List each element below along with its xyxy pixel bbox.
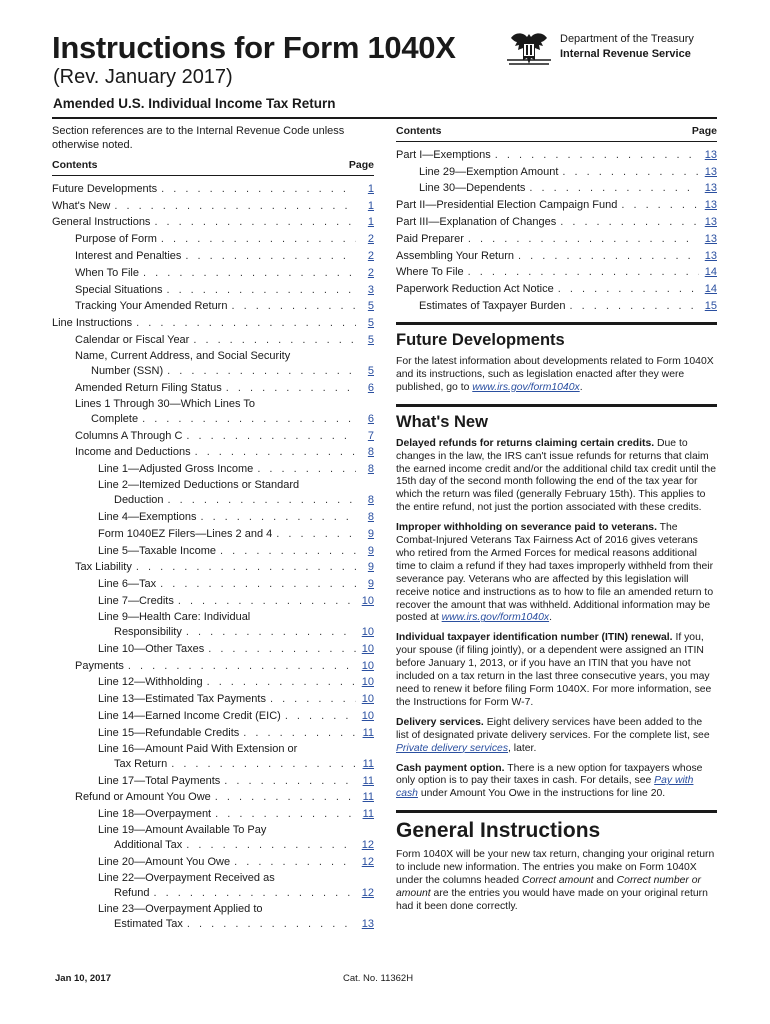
- dot-leader: [560, 216, 699, 229]
- toc-header: [52, 159, 374, 176]
- toc-page-link[interactable]: 8: [367, 463, 374, 476]
- dot-leader: [166, 284, 356, 297]
- toc-entry-label: Columns A Through C: [75, 429, 183, 442]
- toc-page-link[interactable]: 15: [704, 299, 717, 312]
- toc-entry-label: Responsibility: [114, 625, 182, 638]
- toc-entry-label: What's New: [52, 199, 111, 212]
- toc-entry[interactable]: [52, 280, 374, 297]
- toc-page-link[interactable]: 1: [367, 182, 374, 195]
- private-delivery-link[interactable]: Private delivery services: [396, 742, 509, 754]
- toc-page-link[interactable]: 13: [704, 249, 717, 262]
- left-column: [52, 125, 374, 931]
- dot-leader: [136, 317, 356, 330]
- toc-page-link[interactable]: 1: [367, 216, 374, 229]
- dot-leader: [208, 643, 356, 656]
- toc-entry-label: Additional Tax: [114, 839, 183, 852]
- toc-entry[interactable]: [52, 723, 374, 740]
- toc-page-link[interactable]: 10: [361, 642, 374, 655]
- toc-page-link[interactable]: 8: [367, 510, 374, 523]
- cash-payment-paragraph: Cash payment option. There is a new option for taxpayers whose only option is to pay their taxes in cash. For details, see Pay with cash under Amount You Owe in the instructions for line 20.: [396, 762, 703, 800]
- itin-renewal-paragraph: Individual taxpayer identification number (ITIN) renewal. If you, your spouse (if filing jointly), or a dependent were assigned an ITIN before January 1, 2013, or if you have an ITIN that you have not included on a tax return in the last three consecutive years, you may need to renew it before filing Form 1040X. For more information, see the Instructions for Form W-7.: [396, 632, 712, 708]
- agency-name: [560, 32, 694, 62]
- toc-entry[interactable]: [52, 916, 374, 931]
- dot-leader: [518, 250, 699, 263]
- toc-entry-label: Estimated Tax: [114, 917, 183, 930]
- dot-leader: [495, 149, 699, 162]
- dot-leader: [136, 561, 356, 574]
- toc-entry-label: Paperwork Reduction Act Notice: [396, 283, 554, 296]
- toc-entry-label: Interest and Penalties: [75, 249, 182, 262]
- toc-page-link[interactable]: 8: [367, 494, 374, 507]
- toc-entry-label: Line 15—Refundable Credits: [98, 726, 240, 739]
- toc-entry-label: Line 4—Exemptions: [98, 510, 197, 523]
- pay-with-cash-link[interactable]: Pay with cash: [396, 775, 694, 800]
- toc-page-link[interactable]: 2: [367, 249, 374, 262]
- toc-entry[interactable]: [52, 706, 374, 723]
- toc-entry-label: Paid Preparer: [396, 232, 464, 245]
- dot-leader: [468, 266, 699, 279]
- toc-entry-label: Line 14—Earned Income Credit (EIC): [98, 709, 281, 722]
- toc-entry-label: Line 1—Adjusted Gross Income: [98, 463, 254, 476]
- toc-entry-title: Line 19—Amount Available To Pay: [98, 824, 267, 837]
- delayed-refunds-paragraph: Delayed refunds for returns claiming certain credits. Due to changes in the law, the IRS can't issue refunds for returns that claim the earned income credit and/or the additional child tax credit until the 15th day of the second month following the end of the tax year for which the return was filed (generally February 15th). This applies to the entire refund, not just the portion associated with these credits.: [396, 437, 716, 514]
- toc-entry-label: Line 18—Overpayment: [98, 808, 212, 821]
- toc-entry[interactable]: [52, 297, 374, 314]
- toc-entry-label: Part II—Presidential Election Campaign Fund: [396, 199, 618, 212]
- toc-entry-label: Line 7—Credits: [98, 594, 174, 607]
- toc-entry[interactable]: [52, 771, 374, 788]
- toc-entry[interactable]: [396, 162, 717, 179]
- toc-page-link[interactable]: 12: [361, 886, 374, 899]
- toc-entry[interactable]: [52, 756, 374, 771]
- toc-page-link[interactable]: 10: [361, 594, 374, 607]
- right-column: [396, 125, 717, 921]
- document-subtitle: Amended U.S. Individual Income Tax Return: [53, 96, 336, 111]
- dot-leader: [468, 233, 699, 246]
- section-rule: [396, 810, 717, 813]
- toc-entry-label: Form 1040EZ Filers—Lines 2 and 4: [98, 527, 273, 540]
- dot-leader: [529, 182, 699, 195]
- toc-entry-label: General Instructions: [52, 216, 151, 229]
- whats-new-heading: What's New: [396, 412, 488, 431]
- agency-line-1: Department of the Treasury: [560, 33, 694, 45]
- revision-date: (Rev. January 2017): [53, 66, 233, 88]
- toc-entry[interactable]: [52, 313, 374, 330]
- toc-entry[interactable]: [52, 426, 374, 443]
- dot-leader: [570, 300, 699, 313]
- toc-entry[interactable]: [396, 246, 717, 263]
- general-instructions-heading: General Instructions: [396, 819, 601, 843]
- toc-page-link[interactable]: 10: [361, 625, 374, 638]
- toc-entry-label: Amended Return Filing Status: [75, 381, 222, 394]
- toc-page-link[interactable]: 13: [704, 215, 717, 228]
- dot-leader: [186, 430, 356, 443]
- dot-leader: [224, 775, 356, 788]
- irs-link[interactable]: www.irs.gov/form1040x: [441, 612, 550, 624]
- dot-leader: [243, 727, 356, 740]
- toc-entry-label: Calendar or Fiscal Year: [75, 333, 190, 346]
- toc-entry-label: Part I—Exemptions: [396, 148, 491, 161]
- toc-page-link[interactable]: 10: [361, 709, 374, 722]
- toc-page-link[interactable]: 3: [367, 283, 374, 296]
- future-developments-heading: Future Developments: [396, 330, 565, 349]
- toc-entry[interactable]: [396, 263, 717, 280]
- header-rule: [52, 117, 717, 119]
- toc-entry[interactable]: [52, 213, 374, 230]
- toc-page-link[interactable]: 9: [367, 561, 374, 574]
- dot-leader: [200, 511, 356, 524]
- toc-entry[interactable]: [52, 411, 374, 426]
- dot-leader: [215, 808, 356, 821]
- toc-entry[interactable]: [396, 279, 717, 296]
- dot-leader: [153, 887, 356, 900]
- toc-page-link[interactable]: 5: [367, 317, 374, 330]
- delivery-services-paragraph: Delivery services. Eight delivery services have been added to the list of designated private delivery services. For the complete list, see Private delivery services, later.: [396, 716, 710, 754]
- dot-leader: [621, 199, 699, 212]
- toc-page-link[interactable]: 9: [367, 527, 374, 540]
- toc-entry[interactable]: [52, 837, 374, 852]
- veterans-withholding-paragraph: Improper withholding on severance paid to veterans. The Combat-Injured Veterans Tax Fairness Act of 2016 gives veterans who retired from the Armed Forces for medical reasons additional time to claim a refund if they had taxes improperly withheld from their severance pay. Veterans who are affected by this legislation will receive notice and instructions as to how to file an amended return to recover the amount that was withheld. Additional information may be posted at www.irs.gov/form1040x.: [396, 522, 714, 624]
- document-title: Instructions for Form 1040X: [52, 30, 456, 65]
- toc-entry-label: Assembling Your Return: [396, 249, 515, 262]
- toc-page-link[interactable]: 6: [367, 381, 374, 394]
- toc-entry[interactable]: [396, 145, 717, 162]
- page-label: Page: [348, 159, 374, 171]
- dot-leader: [257, 463, 356, 476]
- toc-page-link[interactable]: 13: [704, 232, 717, 245]
- toc-entry[interactable]: [52, 492, 374, 507]
- toc-page-link[interactable]: 11: [362, 726, 374, 739]
- toc-entry-label: Complete: [91, 412, 139, 425]
- dot-leader: [193, 334, 356, 347]
- toc-entry[interactable]: [52, 639, 374, 656]
- toc-entry-title: Line 16—Amount Paid With Extension or: [98, 742, 298, 755]
- toc-entry-label: Line 13—Estimated Tax Payments: [98, 693, 266, 706]
- toc-entry[interactable]: [52, 459, 374, 476]
- toc-entry-label: Part III—Explanation of Changes: [396, 215, 557, 228]
- toc-entry-label: Line 6—Tax: [98, 578, 157, 591]
- toc-page-link[interactable]: 11: [362, 791, 374, 804]
- toc-page-link[interactable]: 9: [367, 544, 374, 557]
- dot-leader: [276, 528, 356, 541]
- dot-leader: [154, 216, 356, 229]
- toc-entry-label: Tracking Your Amended Return: [75, 300, 228, 313]
- toc-entry-label: Line 10—Other Taxes: [98, 642, 205, 655]
- table-of-contents: [52, 179, 374, 931]
- dot-leader: [270, 693, 356, 706]
- footer-date: Jan 10, 2017: [55, 973, 111, 984]
- dot-leader: [161, 233, 356, 246]
- toc-page-link[interactable]: 10: [361, 693, 374, 706]
- toc-entry[interactable]: [52, 507, 374, 524]
- contents-label: Contents: [52, 159, 98, 171]
- general-instructions-text: Form 1040X will be your new tax return, changing your original return to include new information. The entries you make on Form 1040X under the columns headed Correct amount and Correct number or amount are the entries you would have made on your original return had it been done correctly.: [396, 849, 715, 912]
- toc-page-link[interactable]: 6: [367, 412, 374, 425]
- toc-page-link[interactable]: 10: [361, 659, 374, 672]
- toc-entry-label: Future Developments: [52, 182, 158, 195]
- toc-page-link[interactable]: 5: [367, 364, 374, 377]
- toc-page-link[interactable]: 14: [704, 266, 717, 279]
- toc-entry[interactable]: [52, 788, 374, 805]
- toc-entry-label: Refund: [114, 886, 150, 899]
- dot-leader: [178, 595, 356, 608]
- dot-leader: [185, 250, 356, 263]
- dot-leader: [161, 183, 356, 196]
- toc-entry-label: When To File: [75, 266, 139, 279]
- toc-page-link[interactable]: 14: [704, 283, 717, 296]
- dot-leader: [220, 545, 356, 558]
- toc-entry-label: Line Instructions: [52, 317, 133, 330]
- toc-entry-label: Where To File: [396, 266, 464, 279]
- toc-entry[interactable]: [52, 524, 374, 541]
- toc-entry[interactable]: [52, 673, 374, 690]
- toc-entry[interactable]: [52, 574, 374, 591]
- toc-entry-title: Lines 1 Through 30—Which Lines To: [75, 397, 255, 410]
- toc-entry[interactable]: [52, 378, 374, 395]
- toc-entry-label: Line 5—Taxable Income: [98, 544, 217, 557]
- toc-page-link[interactable]: 2: [367, 266, 374, 279]
- dot-leader: [207, 676, 356, 689]
- toc-entry-label: Line 29—Exemption Amount: [419, 165, 559, 178]
- toc-entry[interactable]: [52, 804, 374, 821]
- dot-leader: [142, 413, 356, 426]
- toc-entry[interactable]: [396, 296, 717, 313]
- toc-entry[interactable]: [396, 212, 717, 229]
- toc-entry[interactable]: [52, 196, 374, 213]
- toc-entry[interactable]: [52, 591, 374, 608]
- dot-leader: [160, 578, 356, 591]
- toc-entry-label: Line 20—Amount You Owe: [98, 855, 231, 868]
- intro-note: Section references are to the Internal Revenue Code unless otherwise noted.: [52, 125, 345, 151]
- section-rule: [396, 404, 717, 407]
- toc-entry-title: Line 2—Itemized Deductions or Standard: [98, 479, 300, 492]
- dot-leader: [215, 791, 356, 804]
- toc-page-link[interactable]: 13: [704, 165, 717, 178]
- toc-entry[interactable]: [52, 852, 374, 869]
- dot-leader: [167, 365, 356, 378]
- toc-entry[interactable]: [52, 263, 374, 280]
- dot-leader: [143, 267, 356, 280]
- toc-entry[interactable]: [52, 363, 374, 378]
- toc-entry-label: Refund or Amount You Owe: [75, 791, 211, 804]
- toc-entry[interactable]: [52, 443, 374, 460]
- toc-page-link[interactable]: 11: [362, 808, 374, 821]
- dot-leader: [285, 710, 356, 723]
- toc-entry[interactable]: [52, 541, 374, 558]
- irs-link[interactable]: www.irs.gov/form1040x: [472, 381, 580, 393]
- toc-page-link[interactable]: 10: [361, 676, 374, 689]
- toc-page-link[interactable]: 2: [367, 233, 374, 246]
- toc-entry-title: Line 22—Overpayment Received as: [98, 871, 275, 884]
- dot-leader: [231, 300, 356, 313]
- dot-leader: [234, 856, 356, 869]
- toc-entry-title: Name, Current Address, and Social Security: [75, 349, 291, 362]
- toc-entry-title: Line 23—Overpayment Applied to: [98, 902, 263, 915]
- toc-header-right: [396, 125, 717, 142]
- dot-leader: [226, 382, 356, 395]
- toc-page-link[interactable]: 11: [362, 774, 374, 787]
- toc-page-link[interactable]: 5: [367, 333, 374, 346]
- page-label: Page: [691, 125, 717, 137]
- toc-page-link[interactable]: 13: [704, 199, 717, 212]
- table-of-contents-continued: [396, 145, 717, 313]
- toc-entry-label: Line 12—Withholding: [98, 676, 203, 689]
- dot-leader: [195, 446, 356, 459]
- dot-leader: [168, 494, 356, 507]
- toc-entry[interactable]: [52, 179, 374, 196]
- toc-entry-label: Number (SSN): [91, 364, 164, 377]
- section-rule: [396, 322, 717, 325]
- dot-leader: [558, 283, 699, 296]
- toc-page-link[interactable]: 5: [367, 300, 374, 313]
- toc-entry-label: Line 17—Total Payments: [98, 774, 221, 787]
- catalog-number: Cat. No. 11362H: [343, 973, 414, 984]
- toc-entry[interactable]: [52, 330, 374, 347]
- toc-entry[interactable]: [52, 624, 374, 639]
- dot-leader: [171, 758, 356, 771]
- toc-page-link[interactable]: 13: [361, 917, 374, 930]
- toc-entry[interactable]: [52, 689, 374, 706]
- toc-entry[interactable]: [52, 885, 374, 900]
- toc-entry[interactable]: [52, 558, 374, 575]
- toc-entry[interactable]: [52, 656, 374, 673]
- dot-leader: [186, 839, 356, 852]
- toc-page-link[interactable]: 12: [361, 839, 374, 852]
- toc-page-link[interactable]: 12: [361, 855, 374, 868]
- toc-entry-label: Special Situations: [75, 283, 163, 296]
- agency-line-2: Internal Revenue Service: [560, 48, 691, 60]
- toc-entry-label: Deduction: [114, 494, 164, 507]
- dot-leader: [562, 166, 699, 179]
- toc-entry-label: Tax Liability: [75, 561, 132, 574]
- dot-leader: [186, 626, 356, 639]
- toc-entry-label: Line 30—Dependents: [419, 182, 526, 195]
- dot-leader: [114, 200, 356, 213]
- toc-page-link[interactable]: 7: [367, 429, 374, 442]
- toc-page-link[interactable]: 1: [367, 199, 374, 212]
- toc-entry[interactable]: [396, 229, 717, 246]
- toc-page-link[interactable]: 13: [704, 148, 717, 161]
- toc-entry[interactable]: [52, 229, 374, 246]
- toc-entry[interactable]: [52, 246, 374, 263]
- future-developments-text: For the latest information about developments related to Form 1040X and its instructions, such as legislation enacted after they were published, go to www.irs.gov/form1040x.: [396, 355, 714, 393]
- toc-entry[interactable]: [396, 179, 717, 196]
- toc-page-link[interactable]: 13: [704, 182, 717, 195]
- toc-page-link[interactable]: 8: [367, 446, 374, 459]
- dot-leader: [128, 660, 356, 673]
- toc-entry-label: Purpose of Form: [75, 233, 157, 246]
- irs-eagle-logo-icon: [505, 30, 553, 70]
- contents-label: Contents: [396, 125, 442, 137]
- toc-entry-title: Line 9—Health Care: Individual: [98, 610, 251, 623]
- toc-entry[interactable]: [396, 195, 717, 212]
- dot-leader: [187, 918, 356, 931]
- toc-entry-label: Income and Deductions: [75, 446, 191, 459]
- toc-entry-label: Estimates of Taxpayer Burden: [419, 299, 566, 312]
- toc-entry-label: Payments: [75, 659, 124, 672]
- toc-page-link[interactable]: 11: [362, 757, 374, 770]
- toc-entry-label: Tax Return: [114, 757, 168, 770]
- toc-page-link[interactable]: 9: [367, 578, 374, 591]
